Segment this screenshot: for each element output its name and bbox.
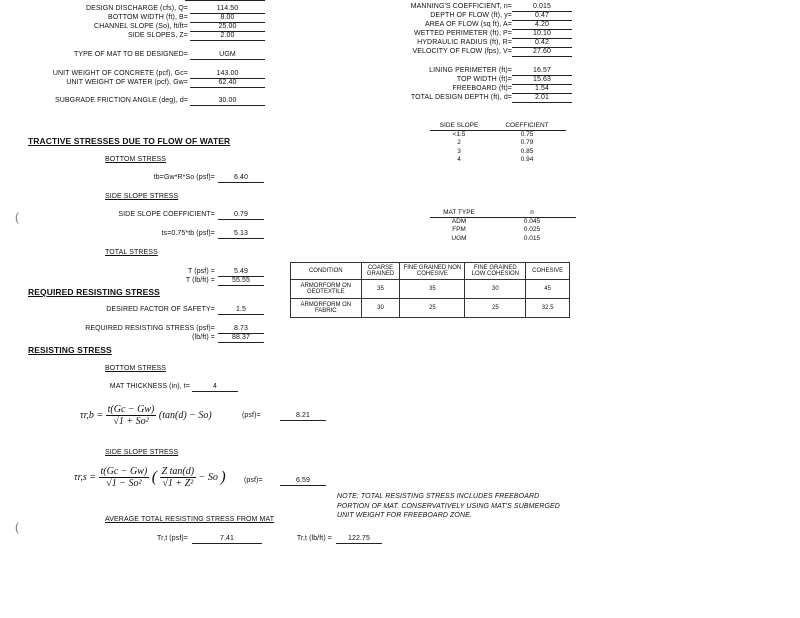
mat-type-col-header: MAT TYPE xyxy=(430,209,488,218)
table-cell: 2 xyxy=(457,139,461,147)
tr-psf-label: Tr,t (psf)= xyxy=(157,535,188,542)
input-label-mat-type: TYPE OF MAT TO BE DESIGNED= xyxy=(73,51,188,58)
bottom-stress-label: tb=Gw*R*So (psf)= xyxy=(153,174,215,181)
total-stress-psf-label: T (psf) = xyxy=(187,268,215,275)
formula-lhs: τr,b = xyxy=(80,409,104,421)
table-cell: 0.85 xyxy=(520,147,534,155)
formula-inner-fraction xyxy=(160,466,197,489)
required-stress-psf-value: 8.73 xyxy=(218,325,264,334)
table-row xyxy=(291,299,570,318)
side-formula-unit: (psf)= xyxy=(244,477,263,484)
table-cell: FPM xyxy=(452,226,466,234)
table-row xyxy=(291,280,570,299)
table-cell: <1.5 xyxy=(452,131,466,139)
average-resisting-heading: AVERAGE TOTAL RESISTING STRESS FROM MAT xyxy=(105,516,275,523)
fine-low-cohesion-col-header: FINE GRAINED LOW COHESION xyxy=(465,263,526,280)
formula-term: (tan(d) − So) xyxy=(158,409,212,421)
resisting-side-heading: SIDE SLOPE STRESS xyxy=(105,449,179,456)
input-value-bottom-width: 8.00 xyxy=(190,14,265,23)
table-cell: ADM xyxy=(451,218,467,226)
input-label-discharge: DESIGN DISCHARGE (cfs), Q= xyxy=(86,5,188,12)
table-cell: 4 xyxy=(457,155,461,163)
side-slope-col-header: SIDE SLOPE xyxy=(430,122,488,131)
note-text: NOTE: TOTAL RESISTING STRESS INCLUDES FREEBOARD PORTION OF MAT. CONSERVATIVELY USING MAT'S SUBMERGED UNIT WEIGHT FOR FREEBOARD ZONE. xyxy=(337,493,560,519)
mat-type-table xyxy=(430,209,576,243)
tr-lbft-label: Tr,t (lb/ft) = xyxy=(296,535,332,542)
coefficient-col-header: COEFFICIENT xyxy=(488,122,566,131)
table-cell: 0.025 xyxy=(523,226,541,234)
resisting-heading: RESISTING STRESS xyxy=(28,345,112,355)
table-cell: 30 xyxy=(465,280,526,299)
input-value-friction-angle: 30.00 xyxy=(190,97,265,106)
required-stress-psf-label: REQUIRED RESISTING STRESS (psf)= xyxy=(85,325,215,332)
table-cell: 0.045 xyxy=(523,218,541,226)
resisting-bottom-heading: BOTTOM STRESS xyxy=(105,365,167,372)
result-value-depth: 0.47 xyxy=(512,12,572,21)
lining-value-freeboard: 1.54 xyxy=(512,85,572,94)
formula-fraction xyxy=(106,404,157,427)
input-value-unit-weight-water: 62.40 xyxy=(190,79,265,88)
input-label-side-slopes: SIDE SLOPES, Z= xyxy=(127,32,188,39)
formula-numerator: t(Gc − Gw) xyxy=(107,404,155,415)
table-cell: 30 xyxy=(361,299,400,318)
paren-close-icon: ) xyxy=(220,468,226,486)
top-rule xyxy=(185,0,265,1)
result-value-velocity: 27.60 xyxy=(512,48,572,57)
result-label-hydraulic-radius: HYDRAULIC RADIUS (ft), R= xyxy=(417,39,512,46)
lining-value-top-width: 15.63 xyxy=(512,76,572,85)
input-value-side-slopes: 2.00 xyxy=(190,32,265,41)
input-value-unit-weight-concrete: 143.00 xyxy=(190,70,265,79)
bottom-formula-unit: (psf)= xyxy=(242,412,261,419)
side-stress-label: ts=0.75*tb (psf)= xyxy=(161,230,215,237)
tr-lbft-value: 122.75 xyxy=(336,535,382,544)
table-row xyxy=(430,235,576,243)
paren-open-icon: ( xyxy=(151,468,158,486)
formula-inner-numerator: Z tan(d) xyxy=(161,466,195,477)
table-cell: 0.015 xyxy=(523,234,541,242)
side-slope-coefficient-label: SIDE SLOPE COEFFICIENT= xyxy=(118,211,215,218)
result-label-depth: DEPTH OF FLOW (ft), y= xyxy=(430,12,512,19)
input-label-unit-weight-concrete: UNIT WEIGHT OF CONCRETE (pcf), Gc= xyxy=(52,70,188,77)
mat-thickness-label: MAT THICKNESS (in), t= xyxy=(109,383,190,390)
side-slope-table xyxy=(430,122,566,164)
mat-type-table-header xyxy=(430,209,576,218)
factor-of-safety-label: DESIRED FACTOR OF SAFETY= xyxy=(106,306,215,313)
table-cell: 25 xyxy=(465,299,526,318)
coarse-col-header: COARSE GRAINED xyxy=(361,263,400,280)
required-stress-lbft-label: (lb/ft) = xyxy=(192,334,215,341)
table-cell: 32.5 xyxy=(526,299,570,318)
table-cell: ARMORFORM ON GEOTEXTILE xyxy=(291,280,362,299)
formula-inner-denominator: √1 + Z² xyxy=(162,478,194,489)
result-value-wetted-perimeter: 10.10 xyxy=(512,30,572,39)
table-cell: 0.79 xyxy=(520,139,534,147)
table-cell: ARMORFORM ON FABRIC xyxy=(291,299,362,318)
n-col-header: n xyxy=(488,209,576,218)
result-value-area: 4.20 xyxy=(512,21,572,30)
input-value-discharge: 114.50 xyxy=(190,5,265,14)
input-value-mat-type: UGM xyxy=(190,51,265,60)
total-stress-lbft-value: 55.55 xyxy=(218,277,264,286)
result-label-manning: MANNING'S COEFFICIENT, n= xyxy=(410,3,512,10)
side-slope-coefficient-value: 0.79 xyxy=(218,211,264,220)
bottom-stress-value: 6.40 xyxy=(218,174,264,183)
total-stress-heading: TOTAL STRESS xyxy=(105,249,158,256)
cohesive-col-header: COHESIVE xyxy=(526,263,570,280)
result-label-wetted-perimeter: WETTED PERIMETER (ft), P= xyxy=(414,30,512,37)
input-value-channel-slope: 25.00 xyxy=(190,23,265,32)
formula-lhs: τr,s = xyxy=(74,471,97,483)
tr-psf-value: 7.41 xyxy=(192,535,262,544)
side-slope-stress-heading: SIDE SLOPE STRESS xyxy=(105,193,179,200)
condition-table-header xyxy=(291,263,570,280)
mat-thickness-value: 4 xyxy=(192,383,238,392)
lining-label-freeboard: FREEBOARD (ft)= xyxy=(452,85,512,92)
table-row xyxy=(430,226,576,234)
required-stress-lbft-value: 88.37 xyxy=(218,334,264,343)
scan-mark: ( xyxy=(15,210,19,224)
total-stress-psf-value: 5.49 xyxy=(218,268,264,277)
condition-col-header: CONDITION xyxy=(291,263,362,280)
total-stress-lbft-label: T (lb/ft) = xyxy=(185,277,215,284)
result-value-hydraulic-radius: 0.42 xyxy=(512,39,572,48)
side-formula-value: 6.59 xyxy=(280,477,326,486)
input-label-friction-angle: SUBGRADE FRICTION ANGLE (deg), d= xyxy=(54,97,188,104)
result-label-area: AREA OF FLOW (sq ft), A= xyxy=(424,21,512,28)
formula-numerator: t(Gc − Gw) xyxy=(100,466,148,477)
table-cell: 3 xyxy=(457,147,461,155)
table-cell: UGM xyxy=(451,234,467,242)
required-resisting-heading: REQUIRED RESISTING STRESS xyxy=(28,287,160,297)
side-slope-table-header xyxy=(430,122,566,131)
table-cell: 45 xyxy=(526,280,570,299)
side-resisting-formula xyxy=(74,466,226,489)
input-label-unit-weight-water: UNIT WEIGHT OF WATER (pcf), Gw= xyxy=(66,79,188,86)
tractive-heading: TRACTIVE STRESSES DUE TO FLOW OF WATER xyxy=(28,136,231,146)
input-label-channel-slope: CHANNEL SLOPE (So), ft/ft= xyxy=(94,23,188,30)
table-row xyxy=(430,131,566,140)
table-row xyxy=(430,139,566,147)
table-row xyxy=(430,218,576,227)
fine-noncohesive-col-header: FINE GRAINED NON COHESIVE xyxy=(400,263,465,280)
bottom-resisting-formula xyxy=(80,404,212,427)
factor-of-safety-value: 1.5 xyxy=(218,306,264,315)
lining-label-design-depth: TOTAL DESIGN DEPTH (ft), d= xyxy=(410,94,512,101)
lining-label-perimeter: LINING PERIMETER (ft)= xyxy=(429,67,512,74)
bottom-stress-heading: BOTTOM STRESS xyxy=(105,156,167,163)
side-stress-value: 5.13 xyxy=(218,230,264,239)
formula-denominator: √1 − So² xyxy=(106,478,142,489)
formula-term: − So xyxy=(198,471,218,483)
table-cell: 0.75 xyxy=(520,131,534,139)
scan-mark: ( xyxy=(15,520,19,534)
lining-value-design-depth: 2.01 xyxy=(512,94,572,103)
table-row xyxy=(430,156,566,164)
result-label-velocity: VELOCITY OF FLOW (fps), V= xyxy=(412,48,512,55)
input-label-bottom-width: BOTTOM WIDTH (ft), B= xyxy=(108,14,188,21)
table-cell: 35 xyxy=(400,280,465,299)
table-cell: 0.94 xyxy=(520,155,534,163)
lining-value-perimeter: 16.57 xyxy=(512,67,572,76)
bottom-formula-value: 8.21 xyxy=(280,412,326,421)
table-cell: 25 xyxy=(400,299,465,318)
table-row xyxy=(430,148,566,156)
formula-fraction xyxy=(99,466,150,489)
lining-label-top-width: TOP WIDTH (ft)= xyxy=(456,76,512,83)
condition-table xyxy=(290,262,570,318)
result-value-manning: 0.015 xyxy=(512,3,572,12)
table-cell: 35 xyxy=(361,280,400,299)
formula-denominator: √1 + So² xyxy=(113,416,149,427)
